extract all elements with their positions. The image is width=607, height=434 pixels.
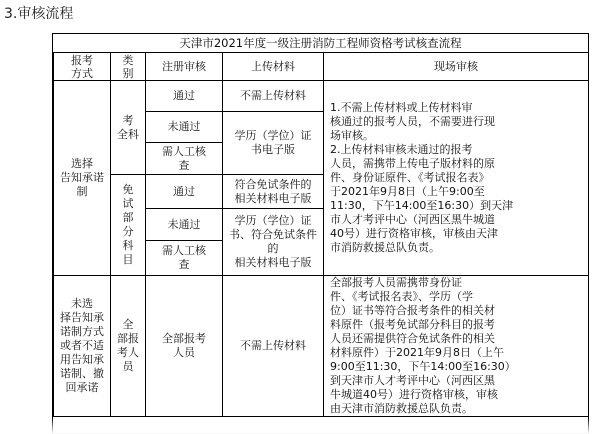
upload-cell: 不需上传材料 bbox=[223, 81, 324, 112]
review-cell: 未通过 bbox=[146, 112, 223, 143]
header-method: 报考 方式 bbox=[54, 53, 111, 81]
flow-document bbox=[52, 33, 589, 434]
upload-cell: 学历（学位）证 书、符合免试条件的 相关材料电子版 bbox=[223, 209, 324, 276]
category-full-subject: 考 全科 bbox=[111, 81, 146, 175]
header-category: 类 别 bbox=[111, 53, 146, 81]
header-onsite-review: 现场审核 bbox=[324, 53, 589, 81]
upload-cell: 不需上传材料 bbox=[223, 276, 324, 417]
category-all-candidates: 全 部报 考人 员 bbox=[111, 276, 146, 417]
upload-cell: 符合免试条件的 相关材料电子版 bbox=[223, 175, 324, 209]
method-commitment: 选择 告知承诺 制 bbox=[54, 81, 111, 276]
onsite-commitment bbox=[324, 81, 589, 276]
method-non-commitment: 未选 择告知承 诺制方式 或者不适 用告知承 诺制、撤 回承诺 bbox=[54, 276, 111, 417]
review-cell: 通过 bbox=[146, 81, 223, 112]
table-row bbox=[54, 276, 589, 417]
category-exempt-subject: 免 试 部 分 科 目 bbox=[111, 175, 146, 276]
section-heading: 3.审核流程 bbox=[4, 6, 74, 22]
onsite-paragraph: 1.不需上传材料或上传材料审 核通过的报考人员，不需要进行现 场审核。 bbox=[330, 101, 495, 142]
header-registration-review: 注册审核 bbox=[146, 53, 223, 81]
review-cell: 需人工核 查 bbox=[146, 143, 223, 175]
table-caption: 天津市2021年度一级注册消防工程师资格考试核查流程 bbox=[179, 36, 462, 50]
review-cell: 未通过 bbox=[146, 209, 223, 241]
review-cell: 需人工核 查 bbox=[146, 241, 223, 276]
header-upload-materials: 上传材料 bbox=[223, 53, 324, 81]
header-row bbox=[54, 53, 589, 81]
review-flow-table bbox=[53, 52, 589, 417]
onsite-paragraph: 2.上传材料审核未通过的报考 人员，需携带上传电子版材料的原 件、身份证原件、《考试报名表》 于2021年9月8日（上午9:00至 11:30，下午14:00至16:30）到天津 市人才考评中心（河西区黑牛城道 40号）进行资格审核，审核由天津 市消防救援总队负责。 bbox=[330, 143, 514, 254]
onsite-non-commitment: 全部报考人员需携带身份证 件、《考试报名表》、学历（学 位）证书等符合报考条件的相关材 料原件（报考免试部分科目的报考 人员还需提供符合免试条件的相关 材料原件）于2021年9月8日（上午 9:00至11:30，下午14:00至16:30） 到天津市人才考评中心（河西区黑 牛城道40号）进行资格审核，审核 由天津市消防救援总队负责。 bbox=[324, 276, 589, 417]
upload-cell: 学历（学位）证 书电子版 bbox=[223, 112, 324, 175]
review-cell: 通过 bbox=[146, 175, 223, 209]
table-row bbox=[54, 81, 589, 112]
review-cell: 全部报考 人员 bbox=[146, 276, 223, 417]
